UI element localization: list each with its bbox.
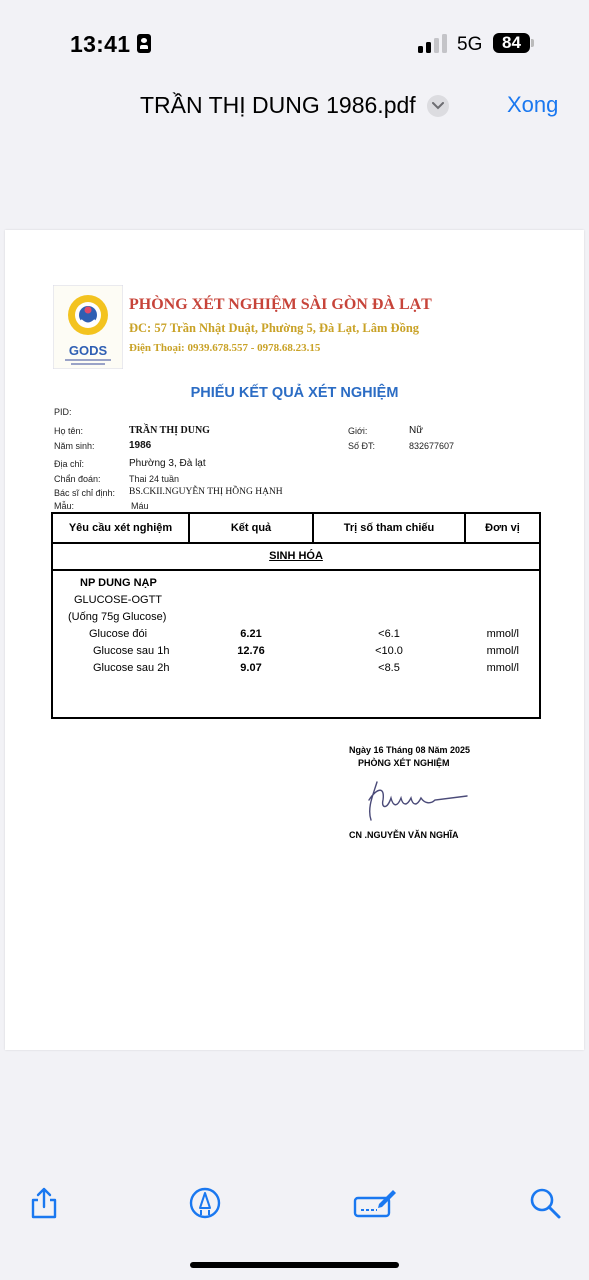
test-unit: mmol/l xyxy=(486,645,519,657)
diagnosis-value: Thai 24 tuần xyxy=(129,474,180,484)
lab-phone: Điện Thoại: 0939.678.557 - 0978.68.23.15 xyxy=(129,342,321,354)
search-icon[interactable] xyxy=(528,1186,562,1220)
share-icon[interactable] xyxy=(27,1186,61,1220)
report-title: PHIẾU KẾT QUẢ XÉT NGHIỆM xyxy=(190,385,399,401)
phone-label: Số ĐT: xyxy=(348,441,376,451)
status-time: 13:41 xyxy=(70,31,131,57)
signature-image xyxy=(355,770,475,825)
lab-name: PHÒNG XÉT NGHIỆM SÀI GÒN ĐÀ LẠT xyxy=(129,296,432,313)
document-title[interactable]: TRẦN THỊ DUNG 1986.pdf xyxy=(140,92,416,118)
section-title: SINH HÓA xyxy=(269,550,323,562)
signer-name: CN .NGUYỄN VĂN NGHĨA xyxy=(349,830,459,840)
chevron-down-icon xyxy=(432,102,444,110)
test-unit: mmol/l xyxy=(486,662,519,674)
test-name: Glucose sau 1h xyxy=(93,645,170,657)
test-result: 6.21 xyxy=(240,628,262,640)
header-test: Yêu cầu xét nghiệm xyxy=(68,522,173,534)
diagnosis-label: Chẩn đoán: xyxy=(54,474,101,484)
gender-value: Nữ xyxy=(409,425,423,436)
header-result: Kết quả xyxy=(230,522,272,534)
address-value: Phường 3, Đà lạt xyxy=(129,458,206,469)
home-indicator xyxy=(190,1262,399,1268)
doctor-label: Bác sĩ chỉ định: xyxy=(54,488,116,498)
test-result: 9.07 xyxy=(240,662,262,674)
network-type: 5G xyxy=(457,34,483,55)
logo-text: GODS xyxy=(68,343,108,358)
lab-address: ĐC: 57 Trần Nhật Duật, Phường 5, Đà Lạt, Lâm Đồng xyxy=(129,321,420,335)
sample-label: Mẫu: xyxy=(54,501,75,511)
done-button[interactable]: Xong xyxy=(507,92,559,117)
group-note: (Uống 75g Glucose) xyxy=(68,611,167,623)
test-reference: <6.1 xyxy=(378,628,400,640)
cellular-signal-icon xyxy=(418,34,448,53)
markup-icon[interactable] xyxy=(188,1186,222,1220)
test-reference: <8.5 xyxy=(378,662,400,674)
battery-icon: 84 xyxy=(493,33,530,53)
lab-logo xyxy=(53,285,123,369)
group-subtitle: GLUCOSE-OGTT xyxy=(74,594,163,606)
table-header xyxy=(53,514,539,544)
birth-value: 1986 xyxy=(129,440,152,451)
birth-label: Năm sinh: xyxy=(54,441,95,451)
signature-icon[interactable] xyxy=(353,1186,397,1220)
group-title: NP DUNG NẠP xyxy=(80,577,157,589)
test-reference: <10.0 xyxy=(375,645,403,657)
sign-date: Ngày 16 Tháng 08 Năm 2025 xyxy=(349,745,471,755)
name-label: Họ tên: xyxy=(54,426,84,436)
header-unit: Đơn vị xyxy=(485,522,520,534)
sample-value: Máu xyxy=(131,501,149,511)
doctor-value: BS.CKII.NGUYỄN THỊ HỒNG HẠNH xyxy=(129,487,283,497)
name-value: TRẦN THỊ DUNG xyxy=(129,425,210,436)
phone-value: 832677607 xyxy=(409,441,455,451)
section-header xyxy=(53,544,539,571)
test-name: Glucose đói xyxy=(89,628,148,640)
address-label: Địa chỉ: xyxy=(54,459,85,469)
test-result: 12.76 xyxy=(237,645,265,657)
gender-label: Giới: xyxy=(348,426,368,436)
status-bar xyxy=(0,0,589,80)
test-name: Glucose sau 2h xyxy=(93,662,170,674)
pid-label: PID: xyxy=(54,407,72,417)
sign-department: PHÒNG XÉT NGHIỆM xyxy=(358,758,450,768)
header-reference: Trị số tham chiếu xyxy=(343,522,435,534)
pdf-page xyxy=(5,230,584,1050)
results-table xyxy=(51,512,541,719)
id-card-icon xyxy=(137,34,151,53)
test-unit: mmol/l xyxy=(486,628,519,640)
battery-tip xyxy=(531,39,534,47)
title-menu-button[interactable] xyxy=(427,95,449,117)
